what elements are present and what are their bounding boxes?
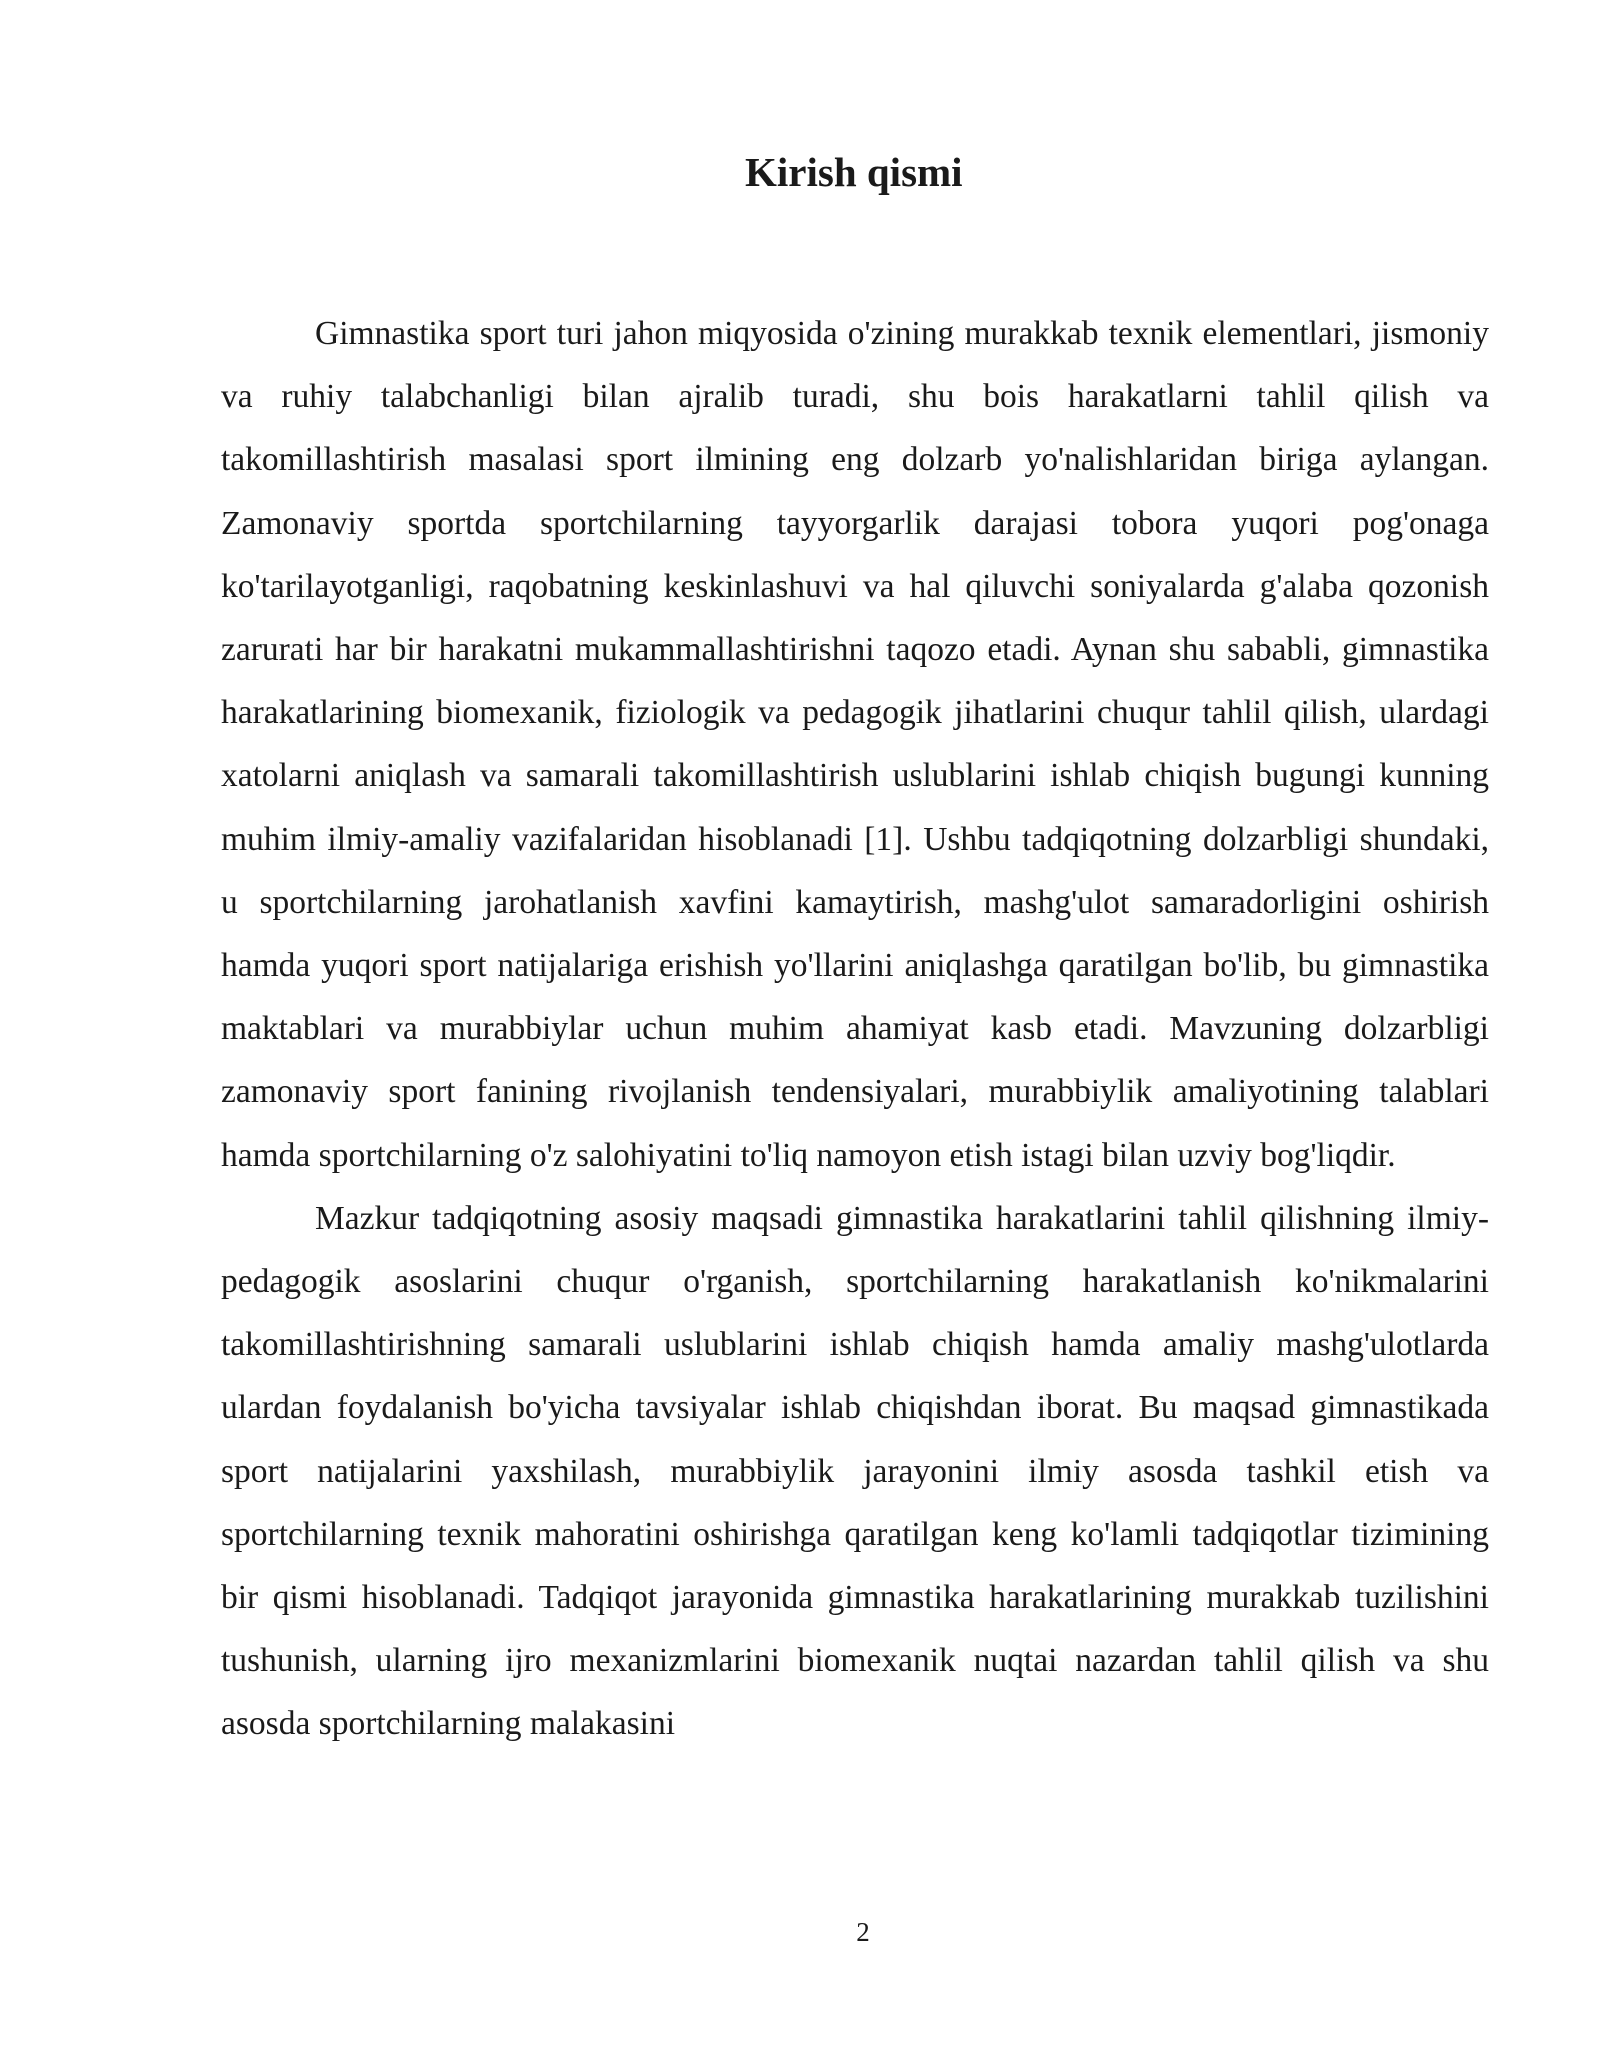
body-text [221, 302, 1489, 1756]
page-number: 2 [856, 1917, 870, 1947]
paragraph-1: Gimnastika sport turi jahon miqyosida o'zining murakkab texnik elementlari, jismoniy va ruhiy talabchanligi bilan ajralib turadi, shu bois harakatlarni tahlil qilish va takomillashtirish masalasi sport ilmining eng dolzarb yo'nalishlaridan biriga aylangan. Zamonaviy sportda sportchilarning tayyorgarlik darajasi tobora yuqori pog'onaga ko'tarilayotganligi, raqobatning keskinlashuvi va hal qiluvchi soniyalarda g'alaba qozonish zarurati har bir harakatni mukammallashtirishni taqozo etadi. Aynan shu sababli, gimnastika harakatlarining biomexanik, fiziologik va pedagogik jihatlarini chuqur tahlil qilish, ulardagi xatolarni aniqlash va samarali takomillashtirish uslublarini ishlab chiqish bugungi kunning muhim ilmiy-amaliy vazifalaridan hisoblanadi [1]. Ushbu tadqiqotning dolzarbligi shundaki, u sportchilarning jarohatlanish xavfini kamaytirish, mashg'ulot samaradorligini oshirish hamda yuqori sport natijalariga erishish yo'llarini aniqlashga qaratilgan bo'lib, bu gimnastika maktablari va murabbiylar uchun muhim ahamiyat kasb etadi. Mavzuning dolzarbligi zamonaviy sport fanining rivojlanish tendensiyalari, murabbiylik amaliyotining talablari hamda sportchilarning o'z salohiyatini to'liq namoyon etish istagi bilan uzviy bog'liqdir. [221, 315, 1489, 1174]
paragraph-2: Mazkur tadqiqotning asosiy maqsadi gimnastika harakatlarini tahlil qilishning ilmiy-pedagogik asoslarini chuqur o'rganish, sportchilarning harakatlanish ko'nikmalarini takomillashtirishning samarali uslublarini ishlab chiqish hamda amaliy mashg'ulotlarda ulardan foydalanish bo'yicha tavsiyalar ishlab chiqishdan iborat. Bu maqsad gimnastikada sport natijalarini yaxshilash, murabbiylik jarayonini ilmiy asosda tashkil etish va sportchilarning texnik mahoratini oshirishga qaratilgan keng ko'lamli tadqiqotlar tizimining bir qismi hisoblanadi. Tadqiqot jarayonida gimnastika harakatlarining murakkab tuzilishini tushunish, ularning ijro mexanizmlarini biomexanik nuqtai nazardan tahlil qilish va shu asosda sportchilarning malakasini [221, 1199, 1489, 1743]
page-title: Kirish qismi [745, 149, 963, 195]
